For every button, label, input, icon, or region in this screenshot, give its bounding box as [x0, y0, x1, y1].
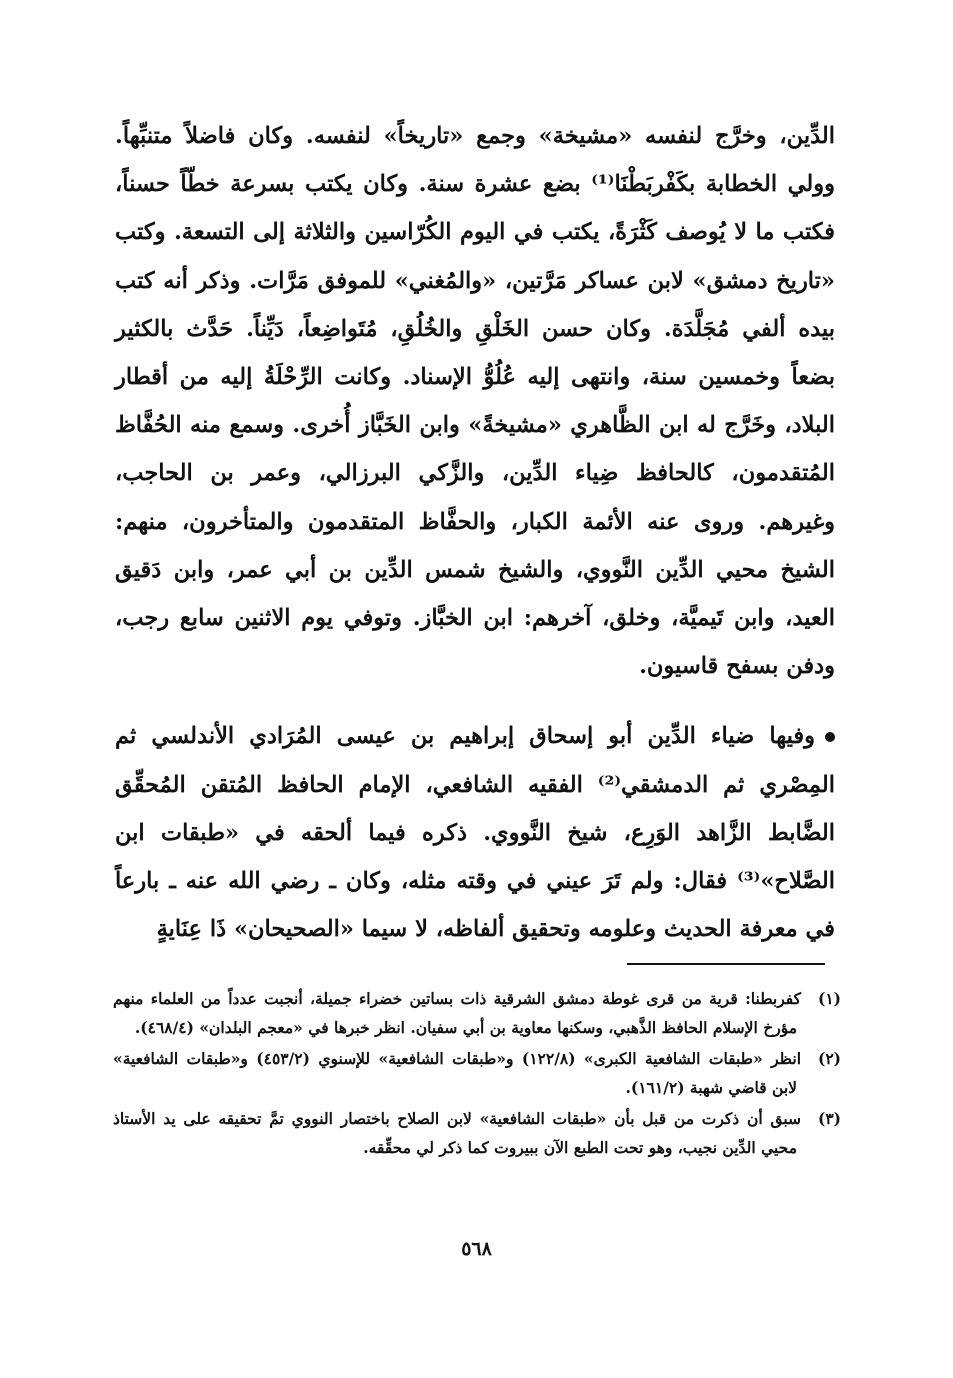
- footnote-number: (٢): [818, 1049, 842, 1068]
- paragraph-biography-2: [115, 712, 835, 953]
- footnote-separator: [627, 963, 825, 965]
- footnote-number: (١): [817, 989, 841, 1008]
- footnote-1: [113, 984, 841, 1042]
- footnote-2: [113, 1044, 841, 1102]
- page-number: ٥٦٨: [461, 1238, 492, 1260]
- footnote-3: [113, 1104, 841, 1162]
- bullet-icon: [825, 732, 835, 742]
- footnotes: [113, 984, 841, 1164]
- footnote-text: انظر «طبقات الشافعية الكبرى» (١٢٢/٨) و«طبقات الشافعية» للإسنوي (٤٥٣/٢) و«طبقات الشافعية» لابن قاضي شهبة (١٦١/٢).: [113, 1049, 802, 1097]
- paragraph-2-text: وفيها ضياء الدِّين أبو إسحاق إبراهيم بن عيسى المُرَادي الأندلسي ثم المِصْري ثم الدمشقي⁽²⁾ الفقيه الشافعي، الإمام الحافظ المُتقن المُحقِّق الضَّابط الزَّاهد الوَرِع، شيخ النَّووي. ذكره فيما ألحقه في «طبقات ابن الصَّلاح»⁽³⁾ فقال: ولم تَرَ عيني في وقته مثله، وكان ـ رضي الله عنه ـ بارعاً في معرفة الحديث وعلومه وتحقيق ألفاظه، لا سيما «الصحيحان» ذَا عِنَايةٍ: [115, 723, 835, 943]
- footnote-number: (٣): [817, 1109, 841, 1128]
- footnote-text: سبق أن ذكرت من قبل بأن «طبقات الشافعية» لابن الصلاح باختصار النووي تمَّ تحقيقه على يد الأستاذ محيي الدِّين نجيب، وهو تحت الطبع الآن ببيروت كما ذكر لي محقِّقه.: [113, 1109, 801, 1157]
- paragraph-biography-1: الدِّين، وخرَّج لنفسه «مشيخة» وجمع «تاريخاً» لنفسه. وكان فاضلاً متنبِّهاً. وولي الخطابة بكَفْربَطْنَا⁽¹⁾ بضع عشرة سنة. وكان يكتب بسرعة خطّاً حسناً، فكتب ما لا يُوصف كَثْرَةً، يكتب في اليوم الكُرّاسين والثلاثة إلى التسعة. وكتب «تاريخ دمشق» لابن عساكر مَرَّتين، «والمُغني» للموفق مَرَّات. وذكر أنه كتب بيده ألفي مُجَلَّدَة. وكان حسن الخَلْقِ والخُلُقِ، مُتَواضِعاً، دَيِّناً. حَدَّث بالكثير بضعاً وخمسين سنة، وانتهى إليه عُلُوُّ الإسناد. وكانت الرِّحْلَةُ إليه من أقطار البلاد، وخَرَّج له ابن الظَّاهري «مشيخةً» وابن الخَبَّاز أُخرى. وسمع منه الحُفَّاظ المُتقدمون، كالحافظ ضِياء الدِّين، والزَّكي البرزالي، وعمر بن الحاجب، وغيرهم. وروى عنه الأئمة الكبار، والحفَّاظ المتقدمون والمتأخرون، منهم: الشيخ محيي الدِّين النَّووي، والشيخ شمس الدِّين بن أبي عمر، وابن دَقيق العيد، وابن تَيميَّة، وخلق، آخرهم: ابن الخبَّاز. وتوفي يوم الاثنين سابع رجب، ودفن بسفح قاسيون.: [115, 123, 835, 680]
- footnote-text: كفربطنا: قرية من قرى غوطة دمشق الشرقية ذات بساتين خضراء جميلة، أنجبت عدداً من العلماء منهم مؤرخ الإسلام الحافظ الذَّهبي، وسكنها معاوية بن أبي سفيان. انظر خبرها في «معجم البلدان» (٤٦٨/٤).: [113, 989, 801, 1037]
- main-text: [115, 112, 835, 953]
